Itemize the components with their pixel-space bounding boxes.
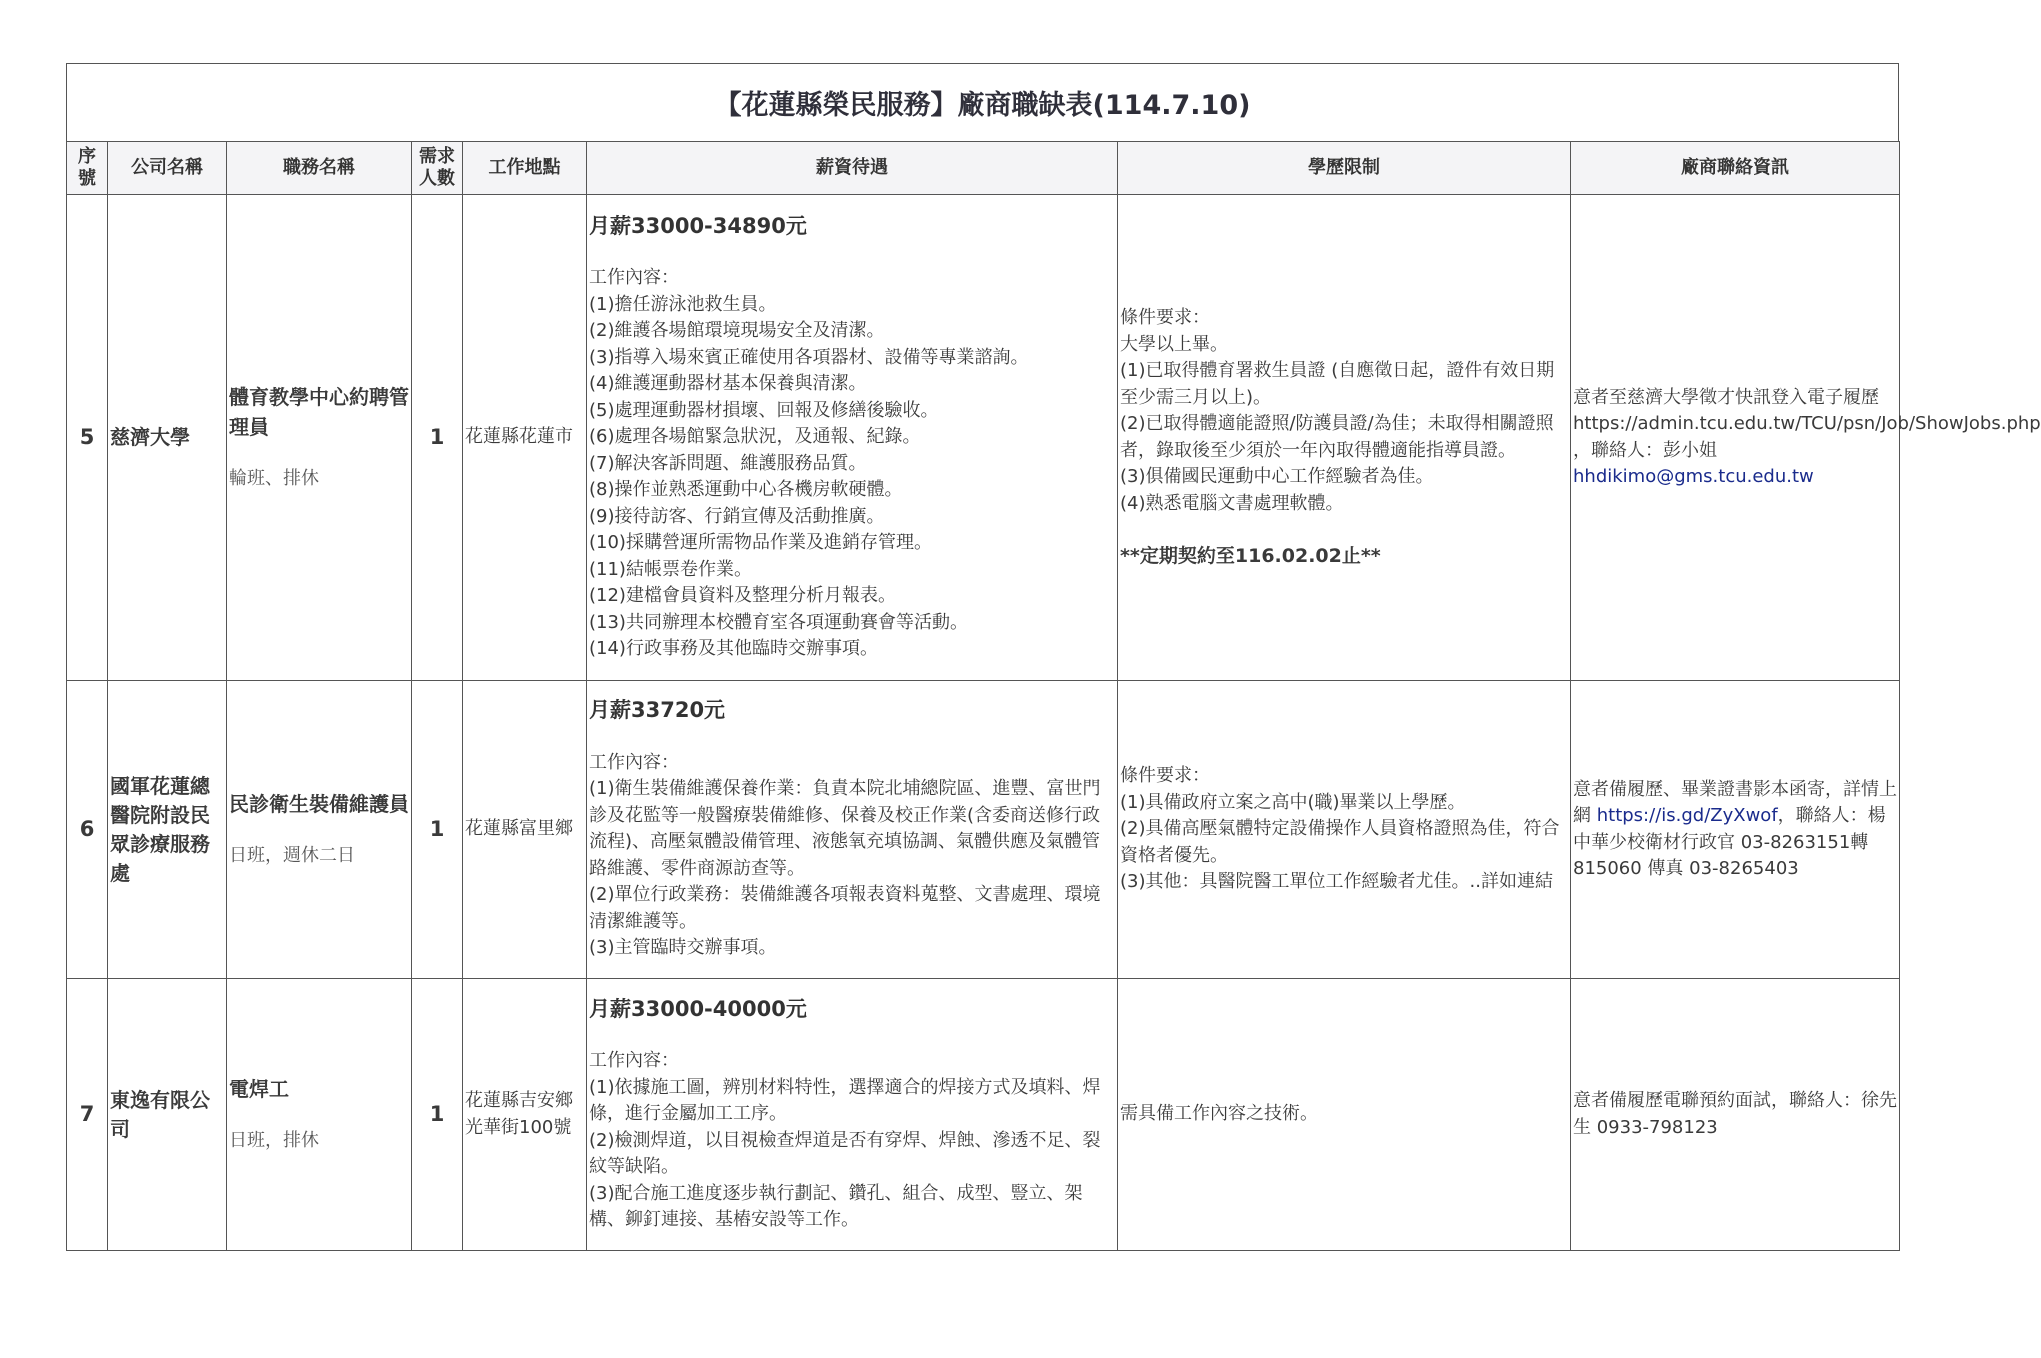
- education-line: (1)具備政府立案之高中(職)畢業以上學歷。: [1120, 791, 1466, 813]
- header-count: 需求 人數: [412, 142, 463, 195]
- row-salary: [587, 681, 1118, 979]
- contract-note: **定期契約至116.02.02止**: [1120, 545, 1381, 568]
- table-row: [67, 195, 1900, 681]
- row-seq: 6: [67, 681, 108, 979]
- row-education: [1118, 681, 1571, 979]
- row-count: 1: [412, 681, 463, 979]
- salary-line: 工作內容：: [589, 1050, 679, 1071]
- document-title: 【花蓮縣榮民服務】廠商職缺表(114.7.10): [66, 63, 1899, 141]
- row-seq: 5: [67, 195, 108, 681]
- salary-line: 工作內容：: [589, 751, 679, 773]
- job-vacancy-sheet: [66, 63, 2041, 1251]
- job-title: 電焊工: [229, 1077, 289, 1102]
- header-company: 公司名稱: [108, 142, 227, 195]
- salary-line: (3)配合施工進度逐步執行劃記、鑽孔、組合、成型、豎立、架構、鉚釘連接、基樁安設等工作。: [589, 1182, 1083, 1230]
- row-location: 花蓮縣富里鄉: [463, 681, 587, 979]
- row-contact: 意者至慈濟大學徵才快訊登入電子履歷 https://admin.tcu.edu.tw/TCU/psn/Job/ShowJobs.php ，聯絡人：彭小姐 hhdikimo@gms.tcu.edu.tw: [1571, 195, 1900, 681]
- row-location: 花蓮縣花蓮市: [463, 195, 587, 681]
- job-title: 體育教學中心約聘管理員: [229, 385, 409, 440]
- row-count: 1: [412, 979, 463, 1251]
- salary-line: (1)擔任游泳池救生員。: [589, 293, 777, 315]
- salary-line: (14)行政事務及其他臨時交辦事項。: [589, 638, 878, 659]
- salary-line: (7)解決客訴問題、維護服務品質。: [589, 452, 867, 474]
- salary-line: (2)單位行政業務：裝備維護各項報表資料蒐整、文書處理、環境清潔維護等。: [589, 884, 1101, 932]
- row-company: 東逸有限公司: [108, 979, 227, 1251]
- salary-line: (9)接待訪客、行銷宣傳及活動推廣。: [589, 505, 885, 527]
- education-details: [1120, 763, 1568, 896]
- job-title: 民診衛生裝備維護員: [229, 792, 409, 817]
- job-shift: 輪班、排休: [229, 468, 319, 490]
- salary-details: [589, 750, 1115, 962]
- row-contact: 意者備履歷電聯預約面試，聯絡人：徐先生 0933-798123: [1571, 979, 1900, 1251]
- row-salary: [587, 195, 1118, 681]
- education-line: (1)已取得體育署救生員證 (自應徵日起，證件有效日期至少需三月以上)。: [1120, 360, 1555, 408]
- salary-line: (2)檢測焊道，以目視檢查焊道是否有穿焊、焊蝕、滲透不足、裂紋等缺陷。: [589, 1129, 1101, 1177]
- header-contact: 廠商聯絡資訊: [1571, 142, 1900, 195]
- salary-line: (4)維護運動器材基本保養與清潔。: [589, 373, 867, 394]
- header-row: [67, 142, 1900, 195]
- salary-amount: 月薪33000-34890元: [589, 213, 807, 238]
- header-job: 職務名稱: [227, 142, 412, 195]
- row-salary: [587, 979, 1118, 1251]
- salary-line: (12)建檔會員資料及整理分析月報表。: [589, 585, 896, 606]
- job-shift: 日班，排休: [229, 1130, 319, 1152]
- education-line: 需具備工作內容之技術。: [1120, 1103, 1318, 1125]
- education-line: (3)俱備國民運動中心工作經驗者為佳。: [1120, 466, 1434, 488]
- row-job: [227, 979, 412, 1251]
- education-line: (3)其他：具醫院醫工單位工作經驗者尤佳。..詳如連結: [1120, 871, 1553, 893]
- contact-link[interactable]: https://is.gd/ZyXwof: [1596, 805, 1778, 826]
- salary-amount: 月薪33720元: [589, 698, 726, 723]
- education-line: 大學以上畢。: [1120, 333, 1228, 355]
- salary-line: (1)依據施工圖，辨別材料特性，選擇適合的焊接方式及填料、焊條，進行金屬加工工序。: [589, 1076, 1101, 1124]
- job-shift: 日班，週休二日: [229, 845, 355, 867]
- salary-line: (13)共同辦理本校體育室各項運動賽會等活動。: [589, 611, 968, 633]
- education-line: (4)熟悉電腦文書處理軟體。: [1120, 492, 1344, 514]
- row-company: 慈濟大學: [108, 195, 227, 681]
- salary-line: (5)處理運動器材損壞、回報及修繕後驗收。: [589, 399, 939, 421]
- row-company: 國軍花蓮總醫院附設民眾診療服務處: [108, 681, 227, 979]
- row-education: [1118, 979, 1571, 1251]
- salary-line: (10)採購營運所需物品作業及進銷存管理。: [589, 532, 932, 553]
- education-details: [1120, 1101, 1568, 1128]
- table-row: [67, 979, 1900, 1251]
- salary-line: (3)主管臨時交辦事項。: [589, 937, 777, 959]
- header-location: 工作地點: [463, 142, 587, 195]
- row-job: [227, 681, 412, 979]
- row-contact: 意者備履歷、畢業證書影本函寄，詳情上網 https://is.gd/ZyXwof，聯絡人：楊中華少校衛材行政官 03-8263151轉815060 傳真 03-8265403: [1571, 681, 1900, 979]
- header-seq: 序 號: [67, 142, 108, 195]
- salary-details: [589, 1048, 1115, 1234]
- vacancy-table: [66, 141, 2041, 1251]
- table-row: [67, 681, 1900, 979]
- header-salary: 薪資待遇: [587, 142, 1118, 195]
- salary-details: [589, 265, 1115, 663]
- row-education: [1118, 195, 1571, 681]
- row-seq: 7: [67, 979, 108, 1251]
- salary-line: (8)操作並熟悉運動中心各機房軟硬體。: [589, 479, 903, 500]
- salary-amount: 月薪33000-40000元: [589, 996, 807, 1021]
- row-job: [227, 195, 412, 681]
- header-education: 學歷限制: [1118, 142, 1571, 195]
- education-line: (2)已取得體適能證照/防護員證/為佳；未取得相關證照者，錄取後至少須於一年內取得體適能指導員證。: [1120, 413, 1554, 461]
- education-line: (2)具備高壓氣體特定設備操作人員資格證照為佳，符合資格者優先。: [1120, 818, 1560, 866]
- contact-link[interactable]: hhdikimo@gms.tcu.edu.tw: [1573, 466, 1814, 487]
- salary-line: (1)衛生裝備維護保養作業：負責本院北埔總院區、進豐、富世門診及花監等一般醫療裝備維修、保養及校正作業(含委商送修行政流程)、高壓氣體設備管理、液態氧充填協調、氣體供應及氣體管路維護、零件商源訪查等。: [589, 778, 1101, 879]
- salary-line: (11)結帳票卷作業。: [589, 558, 752, 580]
- salary-line: (3)指導入場來賓正確使用各項器材、設備等專業諮詢。: [589, 346, 1029, 368]
- education-line: 條件要求：: [1120, 765, 1210, 787]
- education-line: 條件要求：: [1120, 307, 1210, 329]
- salary-line: (2)維護各場館環境現場安全及清潔。: [589, 320, 885, 341]
- education-details: [1120, 305, 1568, 517]
- row-count: 1: [412, 195, 463, 681]
- salary-line: (6)處理各場館緊急狀況，及通報、紀錄。: [589, 426, 921, 447]
- salary-line: 工作內容：: [589, 267, 679, 288]
- row-location: 花蓮縣吉安鄉光華街100號: [463, 979, 587, 1251]
